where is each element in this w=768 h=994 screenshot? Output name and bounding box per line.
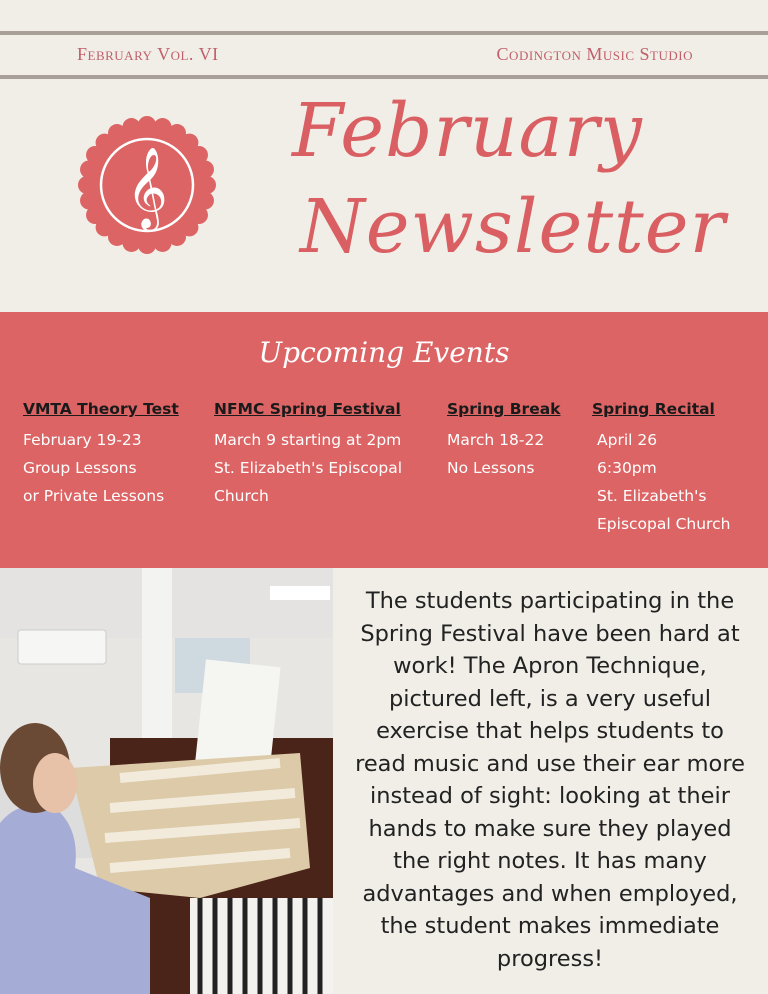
bottom-rule bbox=[0, 75, 768, 79]
title-line-2: Newsletter bbox=[300, 184, 726, 270]
events-heading: Upcoming Events bbox=[258, 336, 510, 369]
event-line: No Lessons bbox=[447, 459, 535, 477]
top-rule bbox=[0, 31, 768, 35]
event-line: St. Elizabeth's Episcopal bbox=[214, 459, 403, 477]
event-line: Church bbox=[214, 487, 269, 505]
event-title: Spring Recital bbox=[592, 400, 715, 418]
title-line-1: February bbox=[292, 88, 643, 174]
student-piano-photo bbox=[0, 568, 333, 994]
event-line: 6:30pm bbox=[597, 459, 657, 477]
event-line: March 9 starting at 2pm bbox=[214, 431, 402, 449]
event-line: March 18-22 bbox=[447, 431, 545, 449]
event-recital bbox=[592, 400, 730, 538]
svg-text:𝄞: 𝄞 bbox=[126, 146, 168, 228]
event-title: VMTA Theory Test bbox=[23, 400, 179, 418]
event-title: Spring Break bbox=[447, 400, 561, 418]
event-line: or Private Lessons bbox=[23, 487, 165, 505]
event-line: February 19-23 bbox=[23, 431, 142, 449]
event-vmta bbox=[23, 400, 179, 510]
event-line: April 26 bbox=[597, 431, 658, 449]
treble-clef-icon bbox=[77, 115, 217, 255]
volume-label: February Vol. VI bbox=[77, 44, 219, 64]
studio-name: Codington Music Studio bbox=[496, 44, 693, 64]
event-line: Episcopal Church bbox=[597, 515, 731, 533]
event-spring-break bbox=[447, 400, 560, 482]
event-line: St. Elizabeth's bbox=[597, 487, 707, 505]
event-line: Group Lessons bbox=[23, 459, 137, 477]
event-nfmc bbox=[214, 400, 402, 510]
article-text: The students participating in the Spring Festival have been hard at work! The Apron Technique, pictured left, is a very useful exercise that helps students to read music and use their ear more instead of sight: looking at their hands to make sure they played the right notes. It has many advantages and when employed, the student makes immediate progress! bbox=[355, 588, 745, 972]
event-title: NFMC Spring Festival bbox=[214, 400, 401, 418]
